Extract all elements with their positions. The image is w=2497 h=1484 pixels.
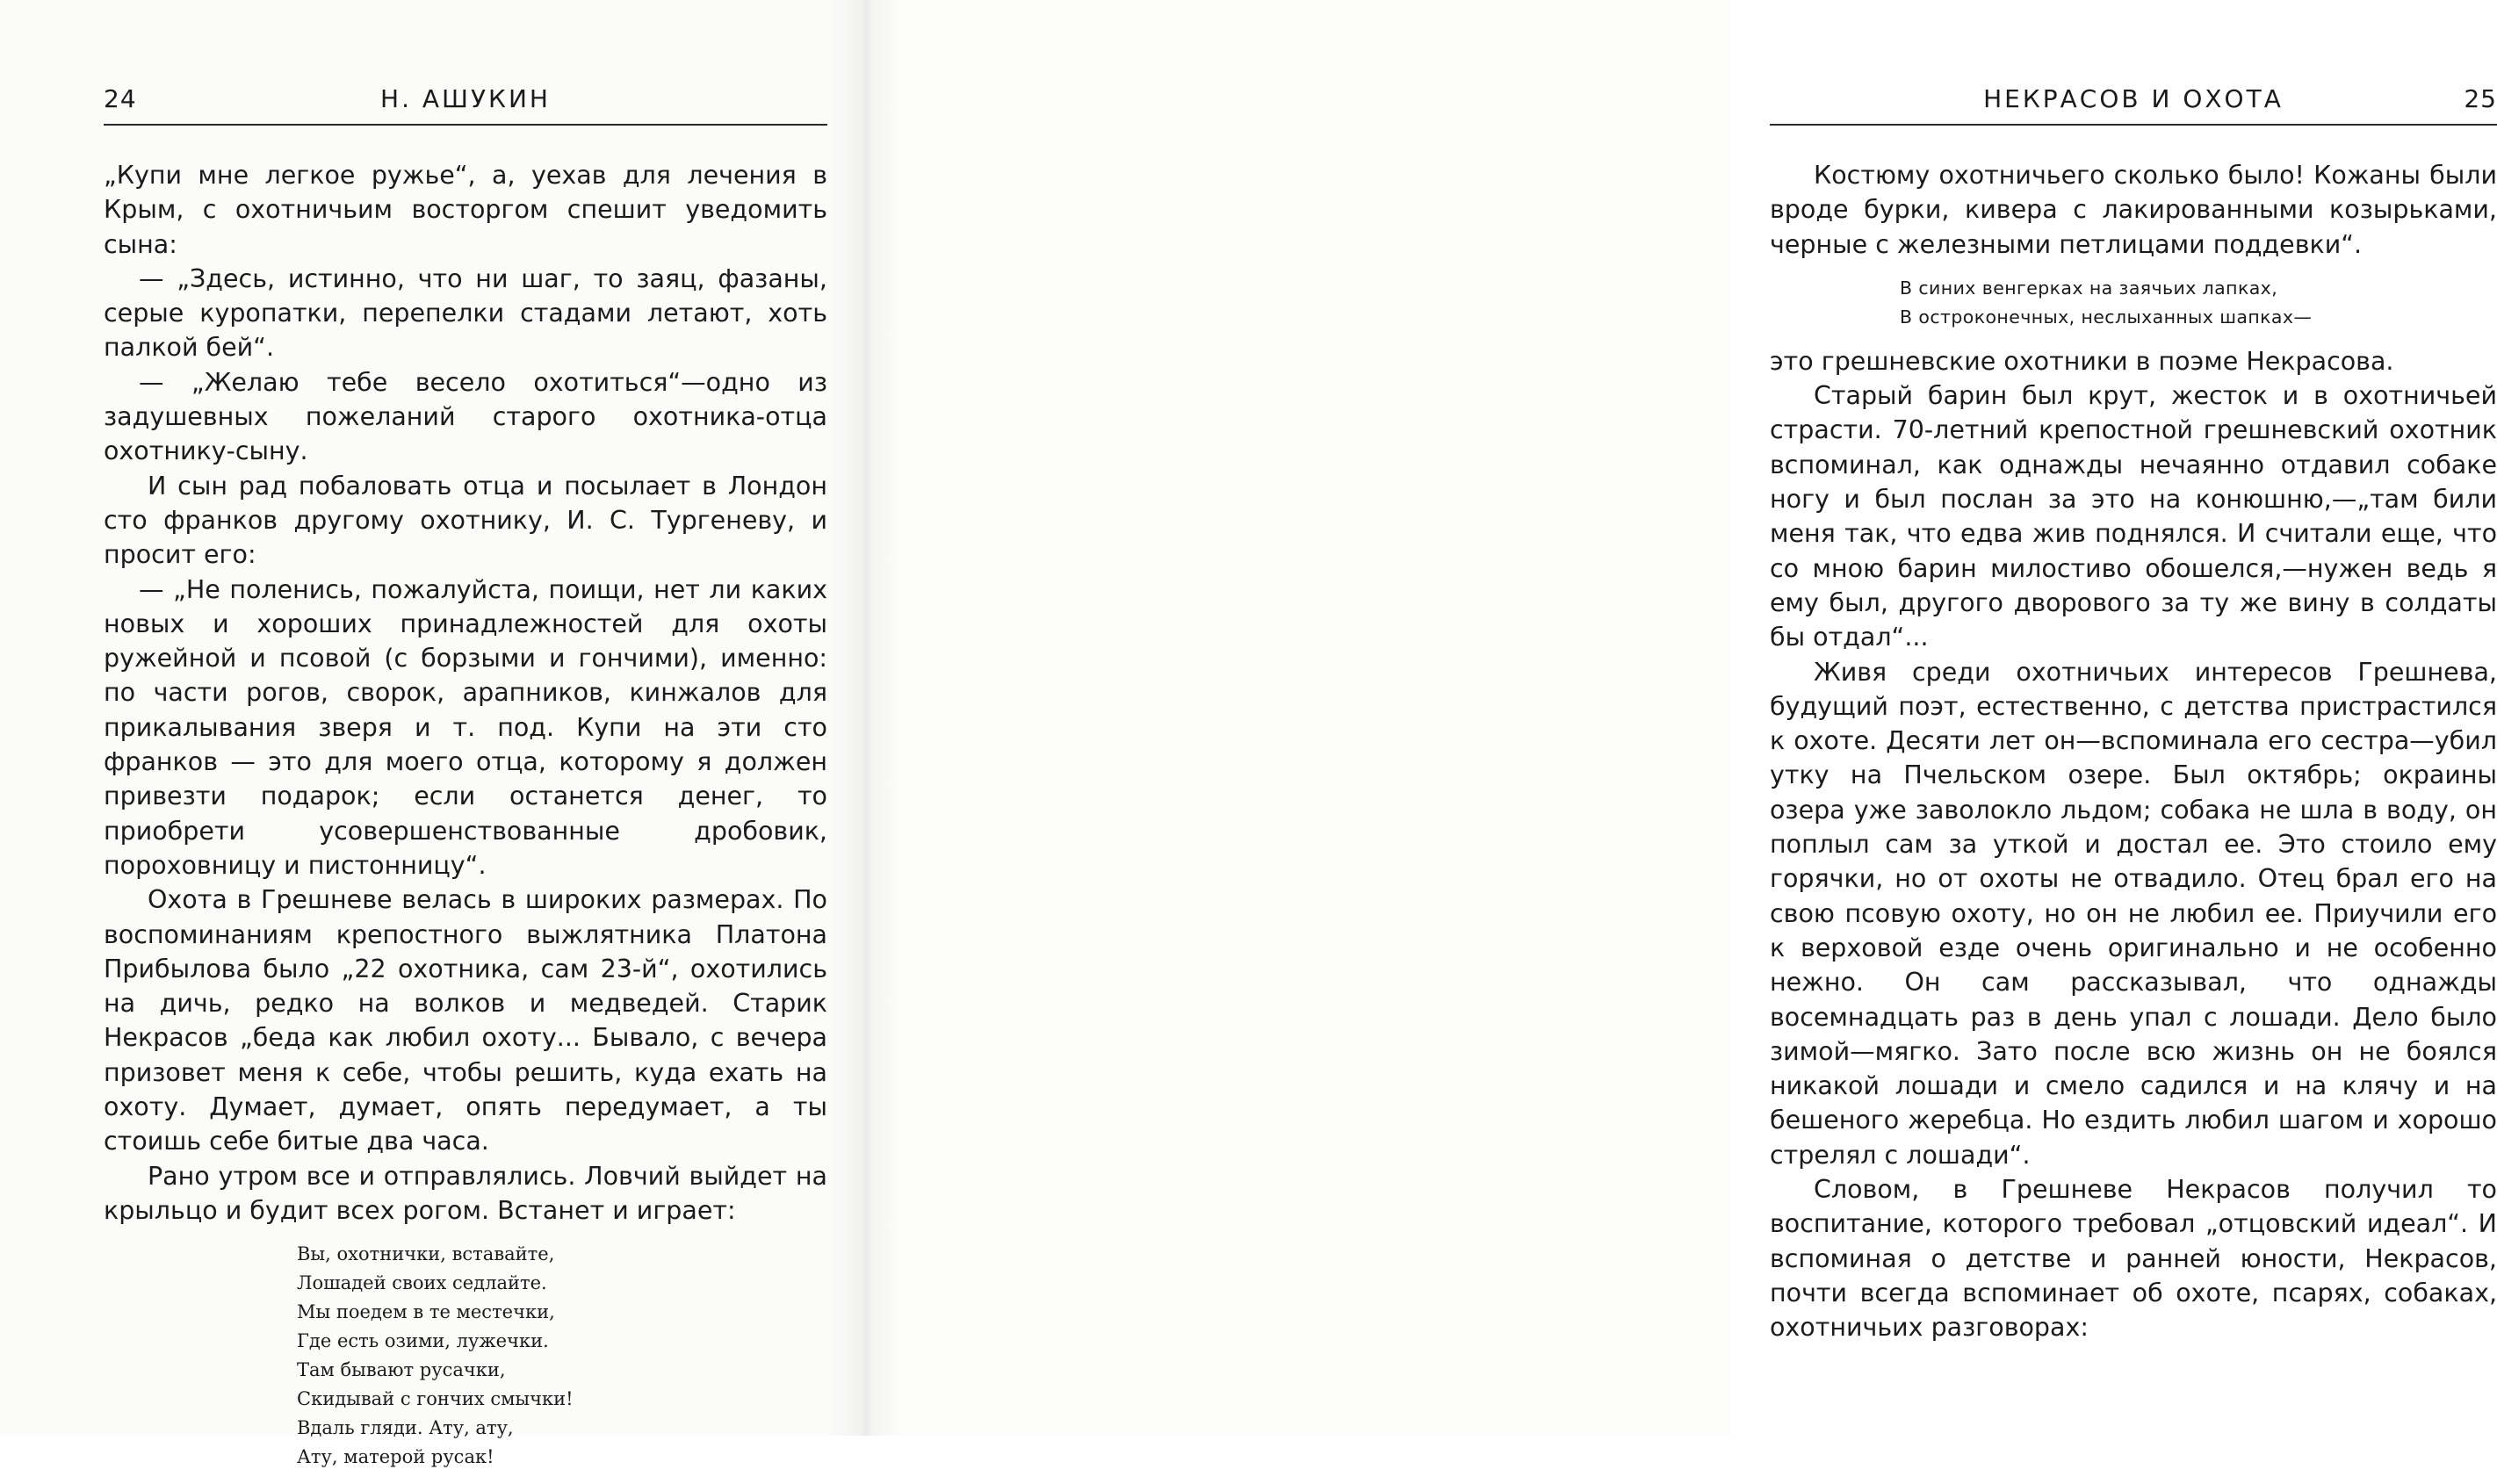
paragraph: Рано утром все и отправлялись. Ловчий выйдет на крыльцо и будит всех рогом. Встанет и играет: xyxy=(104,1161,827,1225)
paragraph: Костюму охотничьего сколько было! Кожаны были вроде бурки, кивера с лакированными козырьками, черные с железными петлицами поддевки“. xyxy=(1770,161,2497,259)
left-verse xyxy=(104,1240,827,1472)
paragraph: Старый барин был крут, жесток и в охотничьей страсти. 70-летний крепостной грешневский охотник вспоминал, как однажды нечаянно отдавил собаке ногу и был послан за это на конюшню,—„там били меня так, что едва жив поднялся. И считали еще, что со мною барин милостиво обошелся,—нужен ведь я ему был, другого дворового за ту же вину в солдаты бы отдал“... xyxy=(1770,381,2497,652)
paragraph: Живя среди охотничьих интересов Грешнева, будущий поэт, естественно, с детства пристрастился к охоте. Десяти лет он—вспоминала его сестра—убил утку на Пчельском озере. Был октябрь; окраины озера уже заволокло льдом; собака не шла в воду, он поплыл сам за уткой и достал ее. Это стоило ему горячки, но от охоты не отвадило. Отец брал его на свою псовую охоту, но он не любил ее. Приучили его к верховой езде очень оригинально и не особенно нежно. Он сам рассказывал, что однажды восемнадцать раз в день упал с лошади. Дело было зимой—мягко. Зато после всю жизнь он не боялся никакой лошади и смело садился и на клячу и на бешеного жеребца. Но ездить любил шагом и хорошо стрелял с лошади“. xyxy=(1770,657,2497,1170)
right-running-head: НЕКРАСОВ И ОХОТА xyxy=(1983,84,2284,113)
verse-line: Вдаль гляди. Ату, ату, xyxy=(297,1417,514,1439)
paragraph: Охота в Грешневе велась в широких размерах. По воспоминаниям крепостного выжлятника Платона Прибылова было „22 охотника, сам 23-й“, охотились на дичь, редко на волков и медведей. Старик Некрасов „беда как любил охоту... Бывало, с вечера призовет меня к себе, чтобы решить, куда ехать на охоту. Думает, думает, опять передумает, а ты стоишь себе битые два часа. xyxy=(104,885,827,1156)
paragraph: — „Здесь, истинно, что ни шаг, то заяц, фазаны, серые куропатки, перепелки стадами летают, хоть палкой бей“. xyxy=(104,263,827,363)
book-gutter-shadow xyxy=(830,0,900,1436)
paragraph: — „Желаю тебе весело охотиться“—одно из задушевных пожеланий старого охотника-отца охотнику-сыну. xyxy=(104,367,827,466)
verse-line: Там бывают русачки, xyxy=(297,1359,506,1381)
left-page-number: 24 xyxy=(104,84,137,113)
verse-line: Скидывай с гончих смычки! xyxy=(297,1388,574,1410)
verse-line: Где есть озими, лужечки. xyxy=(297,1330,549,1352)
right-page-header xyxy=(1770,81,2497,118)
verse-line: Лошадей своих седлайте. xyxy=(297,1272,547,1294)
verse-line: Мы поедем в те местечки, xyxy=(297,1301,555,1323)
verse-line: Ату, матерой русак! xyxy=(297,1446,494,1468)
right-header-rule xyxy=(1770,124,2497,126)
left-header-rule xyxy=(104,124,827,126)
right-verse xyxy=(1770,274,2497,332)
verse-line: В остроконечных, неслыханных шапках— xyxy=(1900,306,2313,328)
left-running-head: Н. АШУКИН xyxy=(380,84,551,113)
paragraph: это грешневские охотники в поэме Некрасова. xyxy=(1770,346,2394,376)
verse-line: Вы, охотнички, вставайте, xyxy=(297,1243,555,1265)
left-page xyxy=(0,0,865,1468)
paragraph: И сын рад побаловать отца и посылает в Лондон сто франков другому охотнику, И. С. Тургеневу, и просит его: xyxy=(104,471,827,570)
paragraph: Словом, в Грешневе Некрасов получил то воспитание, которого требовал „отцовский идеал“. И вспоминая о детстве и ранней юности, Некрасов, почти всегда вспоминает об охоте, псарях, собаках, охотничьих разговорах: xyxy=(1770,1175,2497,1343)
verse-line: В синих венгерках на заячьих лапках, xyxy=(1900,277,2278,299)
right-page-number: 25 xyxy=(2464,84,2497,113)
left-page-header xyxy=(104,81,827,118)
paragraph: — „Не поленись, пожалуйста, поищи, нет ли каких новых и хороших принадлежностей для охоты ружейной и псовой (с борзыми и гончими), именно: по части рогов, сворок, арапников, кинжалов для прикалывания зверя и т. под. Купи на эти сто франков — это для моего отца, которому я должен привезти подарок; если останется денег, то приобрети усовершенствованные дробовик, пороховницу и пистонницу“. xyxy=(104,574,827,880)
paragraph: „Купи мне легкое ружье“, а, уехав для лечения в Крым, с охотничьим восторгом спешит уведомить сына: xyxy=(104,161,827,259)
left-page-body xyxy=(104,158,827,1484)
right-page xyxy=(865,0,2497,1436)
right-page-body xyxy=(1770,158,2497,1345)
